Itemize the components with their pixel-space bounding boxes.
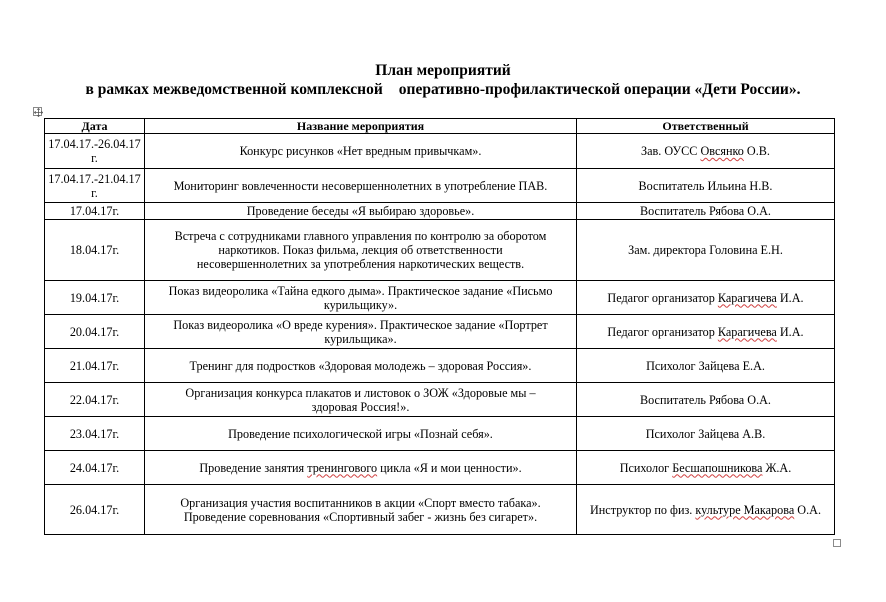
responsible-text: Педагог организатор	[607, 324, 718, 339]
responsible-text: Психолог Зайцева А.В.	[645, 426, 766, 441]
responsible-text: Психолог	[619, 460, 673, 475]
table-row	[45, 451, 835, 485]
event-text: Проведение занятия	[199, 460, 308, 475]
page-title: План мероприятий	[375, 62, 511, 79]
responsible-text: Воспитатель Рябова О.А.	[640, 392, 771, 407]
responsible-text-end: О.В.	[743, 144, 770, 158]
responsible-text-end: И.А.	[776, 290, 804, 305]
event-text-end: цикла «Я и мои ценности».	[377, 460, 522, 475]
cell-date: 17.04.17г.	[45, 203, 145, 220]
cell-date: 17.04.17.-26.04.17г.	[45, 134, 145, 169]
cell-responsible	[577, 349, 835, 383]
responsible-text: Психолог Зайцева Е.А.	[646, 358, 765, 373]
events-table	[44, 118, 835, 535]
cell-event-name	[145, 451, 577, 485]
table-move-handle-icon[interactable]	[33, 107, 42, 116]
cell-responsible	[577, 485, 835, 535]
table-row	[45, 417, 835, 451]
cell-date: 24.04.17г.	[45, 451, 145, 485]
spellcheck-marked-text: Бесшапошникова	[672, 460, 763, 475]
table-row	[45, 220, 835, 281]
cell-responsible	[577, 281, 835, 315]
subtitle-part-1: в рамках межведомственной комплексной	[85, 81, 383, 98]
table-row	[45, 485, 835, 535]
cell-responsible	[577, 203, 835, 220]
cell-responsible	[577, 417, 835, 451]
responsible-text-end: И.А.	[776, 324, 804, 339]
responsible-text-end: О.А.	[794, 502, 821, 517]
cell-event-name: Показ видеоролика «Тайна едкого дыма». Практическое задание «Письмо курильщику».	[145, 281, 577, 315]
cell-event-name: Показ видеоролика «О вреде курения». Практическое задание «Портрет курильщика».	[145, 315, 577, 349]
cell-date: 18.04.17г.	[45, 220, 145, 281]
table-row	[45, 203, 835, 220]
table-row	[45, 281, 835, 315]
subtitle-part-2: оперативно-профилактической операции «Дети России».	[398, 81, 801, 98]
cell-event-name: Проведение беседы «Я выбираю здоровье».	[145, 203, 577, 220]
cell-responsible	[577, 315, 835, 349]
table-resize-handle-icon[interactable]	[833, 539, 841, 547]
responsible-text: Зам. директора Головина Е.Н.	[628, 243, 783, 257]
table-row	[45, 349, 835, 383]
spellcheck-marked-text: Карагичева	[717, 324, 777, 339]
cell-responsible	[577, 134, 835, 169]
responsible-text: Инструктор по физ.	[589, 502, 696, 517]
cell-responsible	[577, 451, 835, 485]
cell-event-name: Проведение психологической игры «Познай себя».	[145, 417, 577, 451]
responsible-text-end: Ж.А.	[762, 460, 792, 475]
cell-event-name: Мониторинг вовлеченности несовершеннолетних в употребление ПАВ.	[145, 169, 577, 203]
responsible-text: Педагог организатор	[607, 290, 718, 305]
cell-date: 26.04.17г.	[45, 485, 145, 535]
cell-event-name: Конкурс рисунков «Нет вредным привычкам».	[145, 134, 577, 169]
cell-event-name: Встреча с сотрудниками главного управления по контролю за оборотом наркотиков. Показ фильма, лекция об ответственности несовершеннолетних за употребления наркотических веществ.	[145, 220, 577, 281]
table-row	[45, 383, 835, 417]
table-row	[45, 169, 835, 203]
responsible-text: Воспитатель Ильина Н.В.	[638, 178, 773, 193]
cell-date: 20.04.17г.	[45, 315, 145, 349]
header-responsible: Ответственный	[577, 119, 835, 134]
header-date: Дата	[45, 119, 145, 134]
cell-responsible	[577, 383, 835, 417]
cell-responsible	[577, 169, 835, 203]
cell-date: 17.04.17.-21.04.17г.	[45, 169, 145, 203]
cell-responsible	[577, 220, 835, 281]
cell-event-name: Организация участия воспитанников в акции «Спорт вместо табака». Проведение соревнования «Спортивный забег - жизнь без сигарет».	[145, 485, 577, 535]
spellcheck-marked-text: Овсянко	[700, 144, 744, 158]
page-subtitle	[0, 81, 886, 99]
spellcheck-marked-text: культуре Макарова	[695, 502, 795, 517]
cell-date: 22.04.17г.	[45, 383, 145, 417]
responsible-text: Воспитатель Рябова О.А.	[640, 204, 771, 218]
table-header-row	[45, 119, 835, 134]
cell-date: 19.04.17г.	[45, 281, 145, 315]
table-row	[45, 315, 835, 349]
cell-event-name: Тренинг для подростков «Здоровая молодежь – здоровая Россия».	[145, 349, 577, 383]
header-event-name: Название мероприятия	[145, 119, 577, 134]
cell-date: 21.04.17г.	[45, 349, 145, 383]
cell-date: 23.04.17г.	[45, 417, 145, 451]
cell-event-name: Организация конкурса плакатов и листовок о ЗОЖ «Здоровые мы – здоровая Россия!».	[145, 383, 577, 417]
table-row	[45, 134, 835, 169]
spellcheck-marked-text: Карагичева	[717, 290, 777, 305]
responsible-text: Зав. ОУСС	[641, 144, 701, 158]
spellcheck-marked-text: тренингового	[307, 460, 378, 475]
